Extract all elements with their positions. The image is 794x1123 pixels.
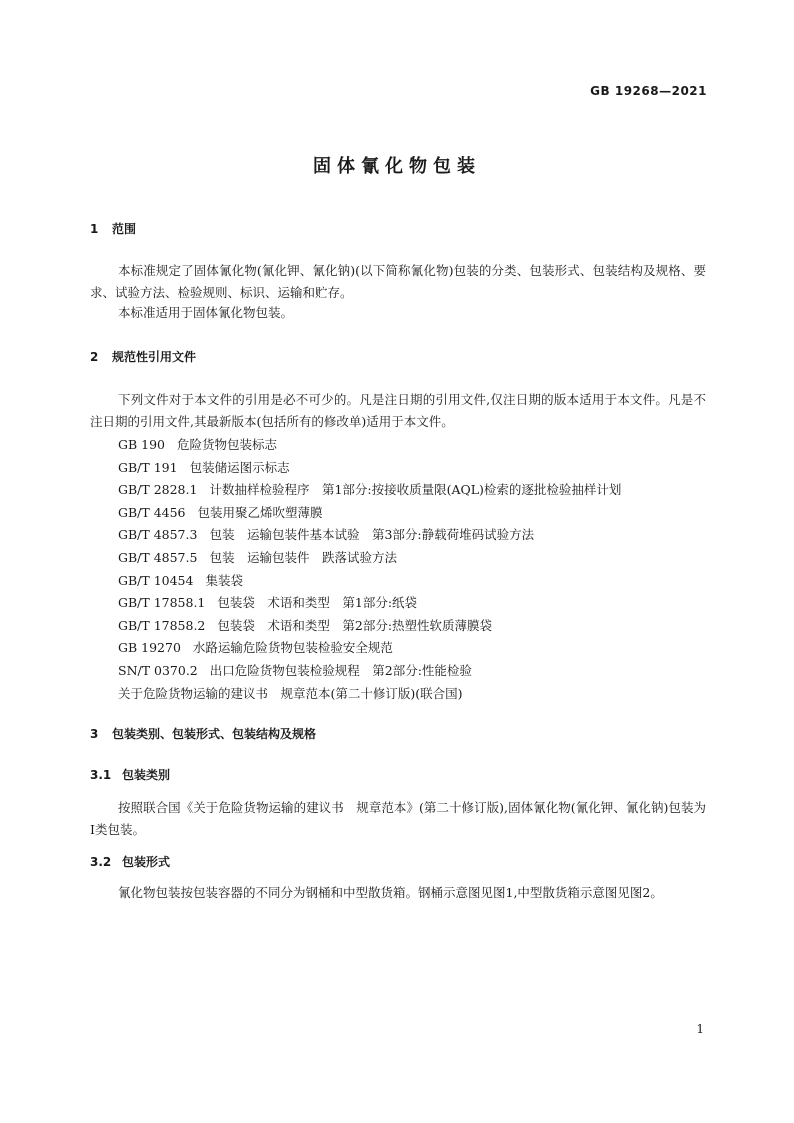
reference-item (118, 683, 621, 706)
paragraph: 氰化物包装按包装容器的不同分为钢桶和中型散货箱。钢桶示意图见图1,中型散货箱示意图见图2。 (118, 885, 663, 900)
subsection-3-1-heading (90, 766, 170, 783)
reference-title: 包装 运输包装件 跌落试验方法 (209, 549, 397, 565)
normative-reference-list (118, 434, 621, 705)
reference-item (118, 457, 621, 480)
paragraph: 按照联合国《关于危险货物运输的建议书 规章范本》(第二十修订版),固体氰化物(氰化钾、氰化钠)包装为Ⅰ类包装。 (90, 800, 706, 837)
reference-item (118, 592, 621, 615)
page-number: 1 (696, 1022, 704, 1036)
reference-code: SN/T 0370.2 (118, 662, 198, 678)
reference-code: GB/T 4456 (118, 504, 186, 520)
section-number: 1 (90, 222, 99, 236)
reference-code: GB/T 4857.5 (118, 549, 198, 565)
section-number: 3 (90, 727, 99, 741)
reference-title: 集装袋 (205, 572, 243, 588)
standard-code: GB 19268—2021 (590, 84, 707, 98)
reference-code: GB/T 4857.3 (118, 527, 198, 543)
section-2-heading (90, 348, 196, 365)
reference-title: 关于危险货物运输的建议书 规章范本(第二十修订版)(联合国) (118, 685, 463, 701)
reference-item (118, 660, 621, 683)
section-3-heading (90, 725, 316, 742)
reference-code: GB/T 191 (118, 459, 178, 475)
section-title: 包装类别、包装形式、包装结构及规格 (112, 727, 317, 741)
subsection-number: 3.1 (90, 768, 112, 782)
section-title: 范围 (112, 222, 137, 236)
paragraph: 本标准适用于固体氰化物包装。 (118, 305, 294, 320)
reference-item (118, 570, 621, 593)
section-title: 规范性引用文件 (112, 350, 197, 364)
reference-item (118, 637, 621, 660)
reference-title: 水路运输危险货物包装检验安全规范 (192, 640, 393, 656)
reference-title: 危险货物包装标志 (177, 437, 278, 452)
reference-item (118, 615, 621, 638)
subsection-title: 包装形式 (122, 855, 171, 869)
reference-item (118, 479, 621, 502)
reference-title: 出口危险货物包装检验规程 第2部分:性能检验 (209, 662, 472, 678)
reference-title: 包装袋 术语和类型 第1部分:纸袋 (217, 595, 418, 611)
subsection-number: 3.2 (90, 855, 112, 869)
reference-title: 包装 运输包装件基本试验 第3部分:静载荷堆码试验方法 (209, 527, 535, 543)
reference-item (118, 524, 621, 547)
reference-title: 包装储运图示标志 (189, 459, 290, 475)
reference-title: 计数抽样检验程序 第1部分:按接收质量限(AQL)检索的逐批检验抽样计划 (209, 482, 622, 498)
paragraph: 本标准规定了固体氰化物(氰化钾、氰化钠)(以下简称氰化物)包装的分类、包装形式、包装结构及规格、要求、试验方法、检验规则、标识、运输和贮存。 (90, 263, 706, 300)
document-title: 固体氰化物包装 (313, 156, 481, 177)
reference-item (118, 434, 621, 457)
reference-title: 包装用聚乙烯吹塑薄膜 (197, 504, 323, 520)
reference-item (118, 547, 621, 570)
section-number: 2 (90, 350, 99, 364)
reference-item (118, 502, 621, 525)
reference-code: GB 19270 (118, 640, 181, 656)
section-1-heading (90, 220, 136, 237)
reference-code: GB 190 (118, 437, 166, 452)
reference-code: GB/T 17858.2 (118, 617, 206, 633)
reference-code: GB/T 17858.1 (118, 595, 206, 611)
reference-code: GB/T 10454 (118, 572, 194, 588)
subsection-3-2-heading (90, 853, 170, 870)
subsection-title: 包装类别 (122, 768, 171, 782)
reference-code: GB/T 2828.1 (118, 482, 198, 498)
paragraph: 下列文件对于本文件的引用是必不可少的。凡是注日期的引用文件,仅注日期的版本适用于本文件。凡是不注日期的引用文件,其最新版本(包括所有的修改单)适用于本文件。 (90, 392, 706, 429)
reference-title: 包装袋 术语和类型 第2部分:热塑性软质薄膜袋 (217, 617, 493, 633)
